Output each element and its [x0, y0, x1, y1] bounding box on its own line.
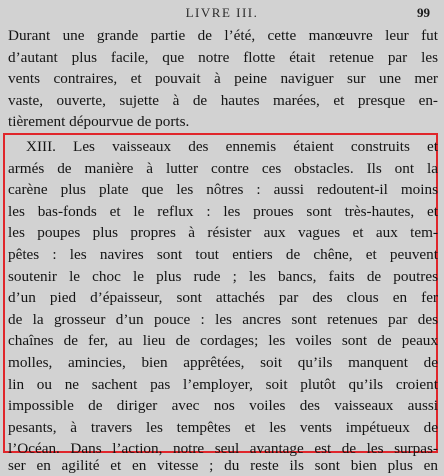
text-line: lin ou ne sachent pas l’employer, soit plutôt qu’ils croient — [8, 375, 438, 393]
text-line: les poupes plus propres à résister aux vagues et aux tem- — [8, 224, 438, 242]
running-title: LIVRE III. — [185, 5, 259, 20]
text-line: chaînes de fer, au lieu de cordages; les voiles sont de peaux — [8, 332, 438, 350]
text-line: pêtes : les navires sont tout entiers de chêne, et peuvent — [8, 245, 438, 263]
text-line: tièrement dépourvue de ports. — [8, 113, 190, 131]
text-line: impossible de diriger avec nos voiles des vaisseaux aussi — [8, 397, 438, 415]
text-line: vaste, ouverte, sujette à de hautes marées, et presque en- — [8, 91, 438, 109]
text-line: vents contraires, et pouvait à peine naviguer sur une mer — [8, 70, 438, 88]
text-line: les bas-fonds et le reflux : les proues sont très-hautes, et — [8, 202, 438, 220]
text-line: d’autant plus facile, que notre flotte était retenue par les — [8, 48, 438, 66]
text-line: soutenir le choc le plus rude ; les bancs, faits de poutres — [8, 267, 438, 285]
text-line: d’un pied d’épaisseur, sont attachés par des clous en fer — [8, 289, 438, 307]
text-line: molles, amincies, bien apprêtées, soit qu’ils manquent de — [8, 353, 438, 371]
text-line: ser en agilité et en vitesse ; du reste ils sont bien plus en — [8, 457, 438, 474]
text-line: de la grosseur d’un pouce : les ancres sont retenues par des — [8, 310, 438, 328]
text-line: l’Océan. Dans l’action, notre seul avantage est de les surpas- — [8, 440, 438, 458]
text-line: pesants, à travers les tempêtes et les vents impétueux de — [8, 418, 438, 436]
text-line: XIII. Les vaisseaux des ennemis étaient construits et — [26, 138, 438, 155]
text-line: armés de manière à lutter contre ces obstacles. Ils ont la — [8, 159, 438, 177]
page-number: 99 — [417, 5, 430, 20]
highlighted-paragraph — [0, 136, 444, 460]
bottom-paragraph — [0, 455, 444, 476]
running-head — [0, 5, 444, 23]
text-line: carène plus plate que les nôtres : aussi redoutent-il moins — [8, 181, 438, 199]
top-paragraph — [0, 25, 444, 133]
text-line: Durant une grande partie de l’été, cette manœuvre leur fut — [8, 27, 438, 44]
